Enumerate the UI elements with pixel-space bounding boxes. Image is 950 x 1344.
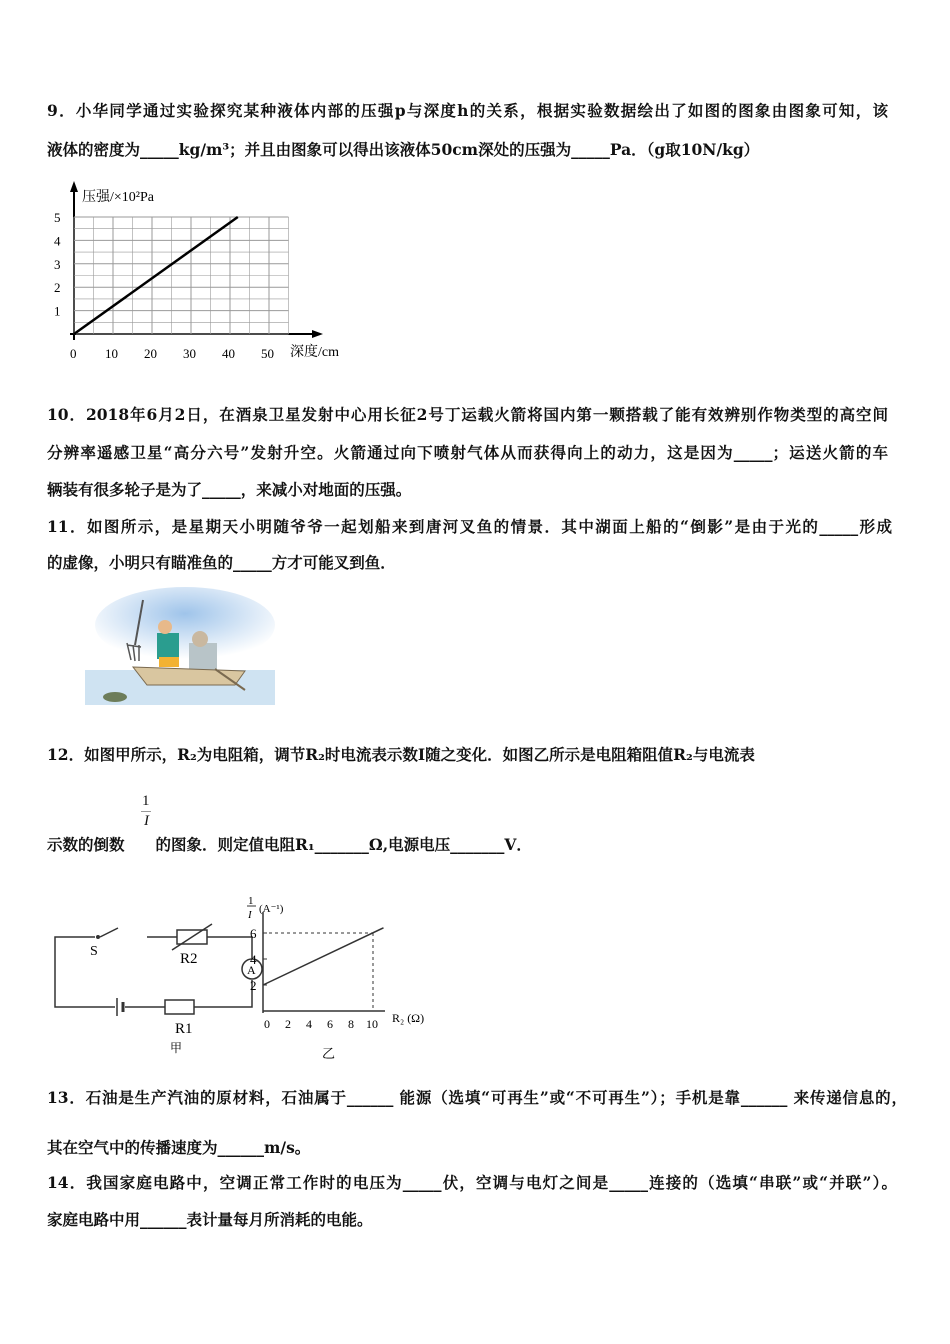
y-label-den: I — [248, 909, 252, 921]
q9-line1: 9．小华同学通过实验探究某种液体内部的压强p与深度h的关系，根据实验数据绘出了如图的图象由图象可知，该 — [47, 101, 888, 120]
q11-line2: 的虚像，小明只有瞄准鱼的_____方才可能叉到鱼． — [47, 553, 396, 572]
y-tick-label: 4 — [250, 952, 257, 967]
x-tick-label: 6 — [327, 1017, 333, 1031]
q10-line2: 分辨率遥感卫星“高分六号”发射升空。火箭通过向下喷射气体从而获得向上的动力，这是因为_____；运送火箭的车 — [47, 443, 888, 462]
x-tick-label: 50 — [261, 346, 274, 361]
y-axis-label: 压强/×10²Pa — [82, 190, 154, 205]
y-tick-label: 3 — [54, 256, 61, 272]
q13-line2: 其在空气中的传播速度为______m/s。 — [47, 1138, 311, 1157]
x-tick-label: 20 — [144, 346, 157, 361]
q14-line1: 14．我国家庭电路中，空调正常工作时的电压为_____伏，空调与电灯之间是_____连接的（选填“串联”或“并联”）。 — [47, 1173, 897, 1192]
y-tick-label: 6 — [250, 926, 257, 941]
y-tick-label: 1 — [54, 303, 61, 319]
x-tick-label: 40 — [222, 346, 235, 361]
q11-line1: 11．如图所示，是星期天小明随爷爷一起划船来到唐河叉鱼的情景．其中湖面上船的“倒影”是由于光的_____形成 — [47, 517, 892, 536]
x-tick-label: 10 — [366, 1017, 378, 1031]
y-tick-label: 2 — [54, 280, 61, 296]
graph-caption: 乙 — [322, 1046, 336, 1061]
y-label-unit: (A⁻¹) — [259, 903, 284, 915]
x-tick-label: 10 — [105, 346, 118, 361]
switch-label: S — [90, 944, 98, 959]
x-tick-label: 8 — [348, 1017, 354, 1031]
graph-line — [263, 928, 384, 985]
x-axis-label: 深度/cm — [290, 345, 339, 360]
q12-line2: 示数的倒数 的图象．则定值电阻R₁_______Ω,电源电压_______V． — [47, 835, 532, 854]
x-tick-label: 0 — [264, 1017, 270, 1031]
circuit-caption: 甲 — [170, 1041, 183, 1055]
q10-line1: 10．2018年6月2日，在酒泉卫星发射中心用长征2号丁运载火箭将国内第一颗搭载了能有效辨别作物类型的高空间 — [47, 405, 888, 424]
r2-label: R2 — [180, 951, 198, 967]
y-tick-label: 2 — [250, 978, 257, 993]
fraction-denominator: I — [144, 813, 149, 829]
x-axis-label: R₂ (Ω) — [392, 1011, 425, 1025]
q13-line1: 13．石油是生产汽油的原材料，石油属于______ 能源（选填“可再生”或“不可再生”）；手机是靠______ 来传递信息的， — [47, 1088, 907, 1107]
y-tick-label: 5 — [54, 210, 61, 225]
r1-label: R1 — [175, 1021, 193, 1037]
q9-line2: 液体的密度为_____kg/m³；并且由图象可以得出该液体50cm深处的压强为_____Pa．（g取10N/kg） — [47, 140, 760, 159]
x-tick-label: 0 — [70, 346, 77, 361]
q14-line2: 家庭电路中用______表计量每月所消耗的电能。 — [47, 1210, 373, 1229]
y-tick-label: 4 — [54, 233, 61, 249]
q12-line1: 12．如图甲所示，R₂为电阻箱，调节R₂时电流表示数I随之变化．如图乙所示是电阻箱阻值R₂与电流表 — [47, 745, 755, 764]
x-tick-label: 30 — [183, 346, 196, 361]
ammeter-label: A — [247, 963, 256, 977]
x-tick-label: 4 — [306, 1017, 312, 1031]
y-label-num: 1 — [248, 895, 254, 907]
x-tick-label: 2 — [285, 1017, 291, 1031]
fraction-numerator: 1 — [142, 793, 150, 809]
q10-line3: 辆装有很多轮子是为了_____，来减小对地面的压强。 — [47, 480, 412, 499]
